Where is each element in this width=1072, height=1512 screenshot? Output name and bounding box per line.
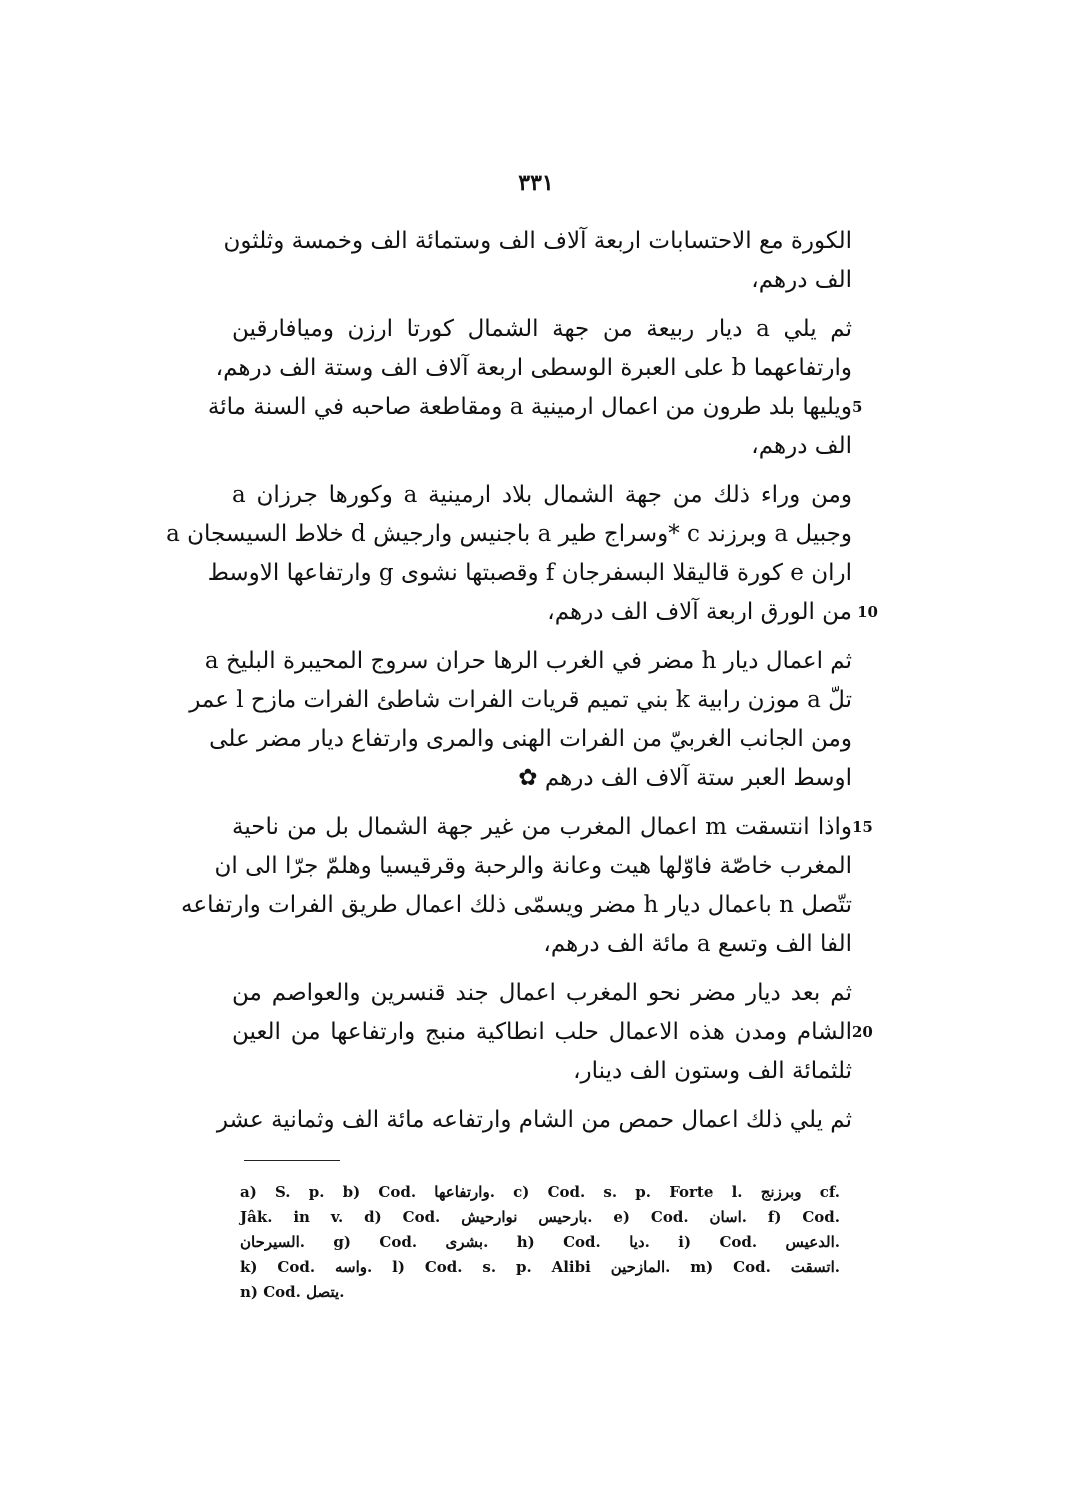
text-line [215,349,852,388]
line-text: ثلثمائة الف وستون الف دينار، [573,1058,852,1084]
footnote-line: n) Cod. يتصل. [240,1283,345,1301]
text-line [232,593,878,632]
line-text: تلّ a موزن رابية k بني تميم قريات الفرات شاطئ الفرات مازح l عمر [189,687,852,713]
paragraph [181,808,873,964]
footnote-line: Jâk. in v. d) Cod. بارحيس نوارحيش. e) Cod. اسان. f) Cod. [240,1208,840,1226]
line-text: وارتفاعهما b على العبرة الوسطى اربعة آلاف الف وستة الف درهم، [215,355,852,381]
line-text: واذا انتسقت m اعمال المغرب من غير جهة الشمال بل من ناحية [232,814,852,840]
paragraph [189,642,852,798]
line-text: الف درهم، [751,267,852,293]
text-line [232,1013,873,1052]
line-text: الف درهم، [751,433,852,459]
line-text: وجبيل a وبرزند c *وسراج طير a باجنيس وارجيش d خلاط السيسجان a [166,521,852,547]
line-text: ومن الجانب الغربيّ من الفرات الهنى والمرى وارتفاع ديار مضر على [209,726,852,752]
text-line [232,310,852,349]
line-number: 15 [852,818,873,836]
text-line [232,759,852,798]
text-line [223,222,852,261]
line-text: ثم يلي a ديار ربيعة من جهة الشمال كورتا ارزن وميافارقين [232,316,852,342]
text-line [216,1101,852,1140]
main-text [166,222,878,1150]
line-text: الشام ومدن هذه الاعمال حلب انطاكية منبج وارتفاعها من العين [232,1019,852,1045]
footnote-line: السيرحان. g) Cod. بشرى. h) Cod. ديا. i) Cod. الدعيس. [240,1233,840,1251]
text-line [189,681,852,720]
footnote-line: a) S. p. b) Cod. وارتفاعها. c) Cod. s. p. Forte l. وبرزنج cf. [240,1183,841,1201]
paragraph [232,974,873,1091]
paragraph [166,476,878,632]
footnote-divider [244,1160,340,1161]
line-text: الكورة مع الاحتسابات اربعة آلاف الف وستمائة الف وخمسة وثلثون [223,228,852,254]
page-number: ٣٣١ [518,170,554,196]
text-line [232,974,852,1013]
line-text: اران e كورة قاليقلا البسفرجان f وقصبتها نشوى g وارتفاعها الاوسط [207,560,852,586]
footnotes [240,1180,840,1305]
line-text: ثم يلي ذلك اعمال حمص من الشام وارتفاعه مائة الف وثمانية عشر [216,1107,852,1133]
paragraph [216,1101,852,1140]
line-text: ويليها بلد طرون من اعمال ارمينية a ومقاطعة صاحبه في السنة مائة [207,394,852,420]
line-number: 20 [852,1023,873,1041]
text-line [207,388,863,427]
paragraph [207,310,863,466]
line-text: اوسط العبر ستة آلاف الف درهم ✿ [518,765,852,791]
text-line [232,261,852,300]
text-line [232,808,873,847]
line-number: 5 [852,398,863,416]
text-line [181,886,852,925]
footnote-line: k) Cod. واسه. l) Cod. s. p. Alibi المازحين. m) Cod. اتسقت. [240,1258,840,1276]
text-line [166,515,852,554]
line-text: ومن وراء ذلك من جهة الشمال بلاد ارمينية a وكورها جرزان a [232,482,852,508]
line-text: ثم اعمال ديار h مضر في الغرب الرها حران سروج المحيبرة البليخ a [204,648,852,674]
text-line [204,642,852,681]
line-number: 10 [857,603,878,621]
line-text: الفا الف وتسع a مائة الف درهم، [543,931,852,957]
text-line [209,720,852,759]
text-line [232,427,852,466]
line-text: المغرب خاصّة فاوّلها هيت وعانة والرحبة وقرقيسيا وهلمّ جرّا الى ان [214,853,852,879]
line-text: ثم بعد ديار مضر نحو المغرب اعمال جند قنسرين والعواصم من [232,980,852,1006]
text-line [207,554,852,593]
text-line [232,925,852,964]
line-text: تتّصل n باعمال ديار h مضر ويسمّى ذلك اعمال طريق الفرات وارتفاعه [181,892,852,918]
text-line [214,847,852,886]
paragraph [223,222,852,300]
text-line [232,1052,852,1091]
line-text: من الورق اربعة آلاف الف درهم، [547,599,852,625]
text-line [232,476,852,515]
